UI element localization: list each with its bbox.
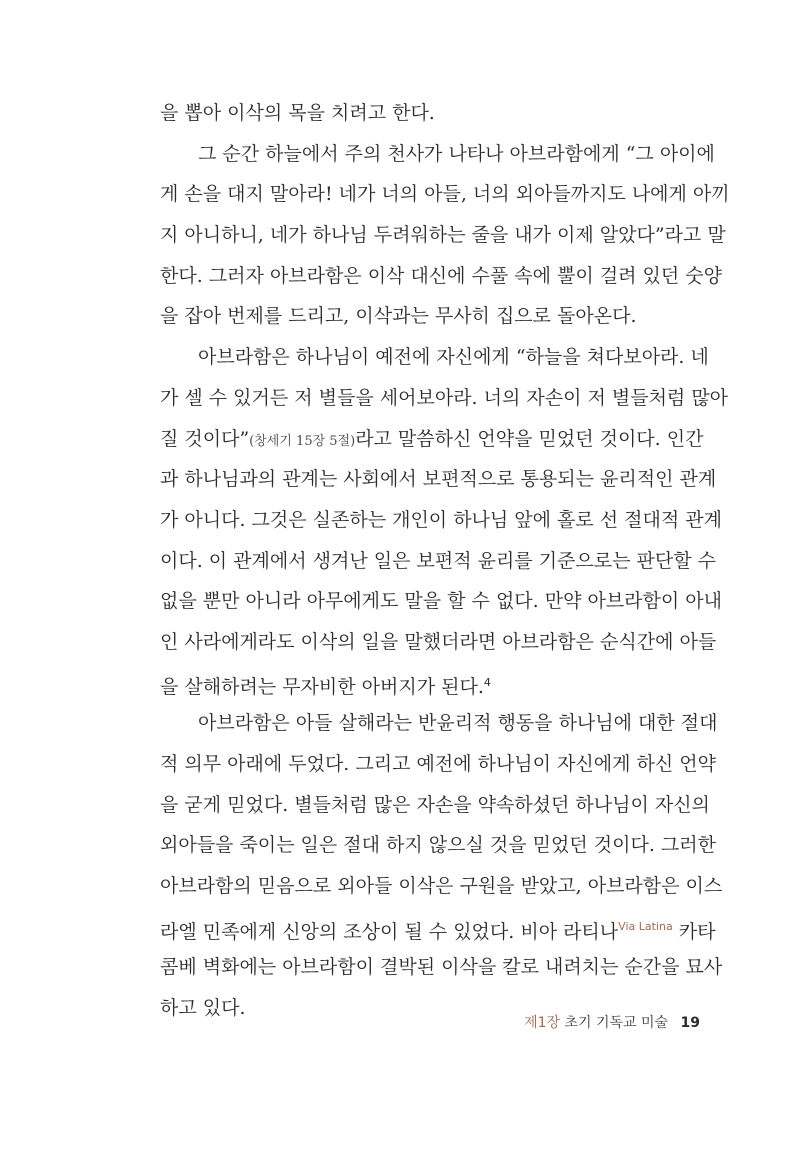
text-line: 을 잡아 번제를 드리고, 이삭과는 무사히 집으로 돌아온다. (160, 305, 637, 328)
text-fragment: 질 것이다” (160, 427, 250, 450)
footnote-marker[interactable]: 4 (483, 675, 491, 689)
text-line (160, 907, 716, 948)
text-line: 하고 있다. (160, 997, 246, 1020)
text-line: 지 아니하니, 네가 하나님 두려워하는 줄을 내가 이제 알았다”라고 말 (160, 224, 726, 247)
bible-citation: (창세기 15장 5절) (249, 433, 356, 449)
text-line: 그 순간 하늘에서 주의 천사가 나타나 아브라함에게 “그 아이에 (198, 142, 715, 165)
text-line: 가 아니다. 그것은 실존하는 개인이 하나님 앞에 홀로 선 절대적 관계 (160, 508, 722, 531)
text-fragment: 카타 (672, 920, 716, 943)
text-line: 아브라함은 하나님이 예전에 자신에게 “하늘을 쳐다보아라. 네 (198, 346, 709, 369)
text-line: 을 뽑아 이삭의 목을 치려고 한다. (160, 102, 435, 124)
text-line (160, 419, 704, 460)
text-line: 아브라함의 믿음으로 외아들 이삭은 구원을 받았고, 아브라함은 이스 (160, 875, 723, 898)
text-line: 과 하나님과의 관계는 사회에서 보편적으로 통용되는 윤리적인 관계 (160, 468, 717, 491)
text-fragment: 라고 말씀하신 언약을 믿었던 것이다. 인간 (355, 427, 704, 450)
text-line: 인 사라에게라도 이삭의 일을 말했더라면 아브라함은 순식간에 아들 (160, 630, 717, 653)
section-title: 초기 기독교 미술 (564, 1015, 669, 1031)
text-line: 게 손을 대지 말아라! 네가 너의 아들, 너의 외아들까지도 나에게 아끼 (160, 183, 730, 206)
text-line: 한다. 그러자 아브라함은 이삭 대신에 수풀 속에 뿔이 걸려 있던 숫양 (160, 264, 722, 287)
chapter-label: 제1장 (524, 1015, 561, 1031)
text-fragment: 을 살해하려는 무자비한 아버지가 된다. (160, 675, 484, 698)
text-line: 콤베 벽화에는 아브라함이 결박된 이삭을 칼로 내려치는 순간을 묘사 (160, 956, 723, 979)
text-line: 외아들을 죽이는 일은 절대 하지 않으실 것을 믿었던 것이다. 그러한 (160, 834, 716, 857)
latin-gloss: Via Latina (618, 919, 673, 933)
text-fragment: 라엘 민족에게 신앙의 조상이 될 수 있었다. 비아 라티나 (160, 920, 619, 943)
text-line: 가 셀 수 있거든 저 별들을 세어보아라. 너의 자손이 저 별들처럼 많아 (160, 386, 729, 409)
text-line: 을 굳게 믿었다. 별들처럼 많은 자손을 약속하셨던 하나님이 자신의 (160, 793, 710, 816)
text-line: 없을 뿐만 아니라 아무에게도 말을 할 수 없다. 만약 아브라함이 아내 (160, 590, 722, 613)
text-line: 적 의무 아래에 두었다. 그리고 예전에 하나님이 자신에게 하신 언약 (160, 753, 716, 775)
text-line: 아브라함은 아들 살해라는 반윤리적 행동을 하나님에 대한 절대 (198, 712, 718, 735)
page-number: 19 (680, 1015, 700, 1031)
page-body (160, 93, 730, 1029)
page-footer (520, 1012, 700, 1032)
text-line: 이다. 이 관계에서 생겨난 일은 보편적 윤리를 기준으로는 판단할 수 (160, 549, 716, 572)
text-line (160, 663, 700, 704)
